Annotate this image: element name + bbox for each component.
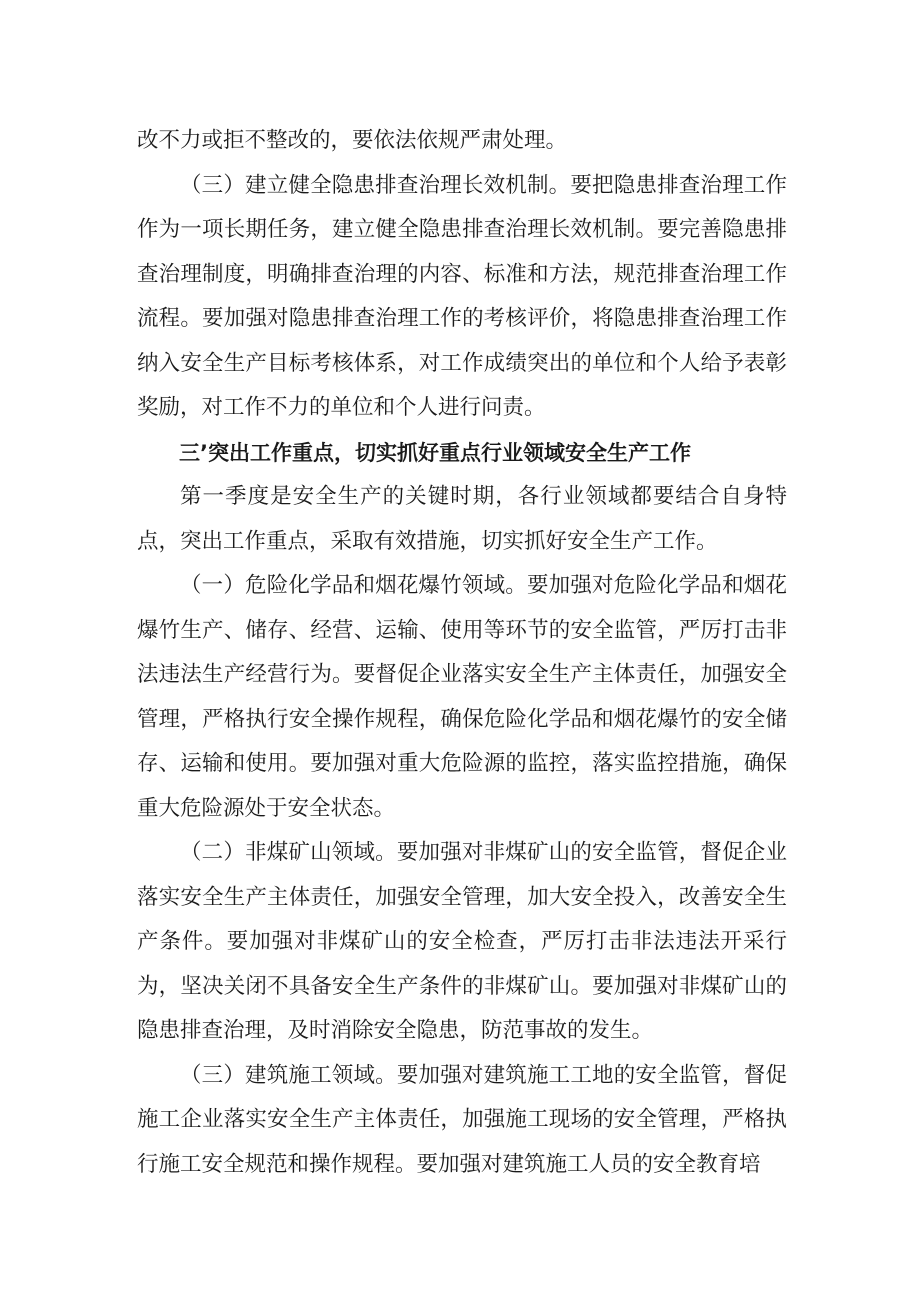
paragraph-section-3-mechanism: （三）建立健全隐患排查治理长效机制。要把隐患排查治理工作作为一项长期任务，建立健全隐患排查治理长效机制。要完善隐患排查治理制度，明确排查治理的内容、标准和方法，规范排查治理工作流程。要加强对隐患排查治理工作的考核评价，将隐患排查治理工作纳入安全生产目标考核体系，对工作成绩突出的单位和个人给予表彰奖励，对工作不力的单位和个人进行问责。: [137, 172, 787, 420]
section-heading-3: 三’突出工作重点，切实抓好重点行业领域安全生产工作: [179, 440, 691, 465]
paragraph-hazardous-chemicals: （一）危险化学品和烟花爆竹领域。要加强对危险化学品和烟花爆竹生产、储存、经营、运输、使用等环节的安全监管，严厉打击非法违法生产经营行为。要督促企业落实安全生产主体责任，加强安全管理，严格执行安全操作规程，确保危险化学品和烟花爆竹的安全储存、运输和使用。要加强对重大危险源的监控，落实监控措施，确保重大危险源处于安全状态。: [137, 573, 787, 821]
paragraph-non-coal-mines: （二）非煤矿山领域。要加强对非煤矿山的安全监管，督促企业落实安全生产主体责任，加强安全管理，加大安全投入，改善安全生产条件。要加强对非煤矿山的安全检查，严厉打击非法违法开采行为，坚决关闭不具备安全生产条件的非煤矿山。要加强对非煤矿山的隐患排查治理，及时消除安全隐患，防范事故的发生。: [137, 840, 787, 1043]
paragraph-continuation: 改不力或拒不整改的，要依法依规严肃处理。: [137, 128, 568, 153]
paragraph-construction: （三）建筑施工领域。要加强对建筑施工工地的安全监管，督促施工企业落实安全生产主体责任，加强施工现场的安全管理，严格执行施工安全规范和操作规程。要加强对建筑施工人员的安全教育培: [137, 1062, 787, 1177]
paragraph-intro: 第一季度是安全生产的关键时期，各行业领域都要结合自身特点，突出工作重点，采取有效措施，切实抓好安全生产工作。: [137, 484, 787, 554]
document-body: [137, 119, 787, 1187]
